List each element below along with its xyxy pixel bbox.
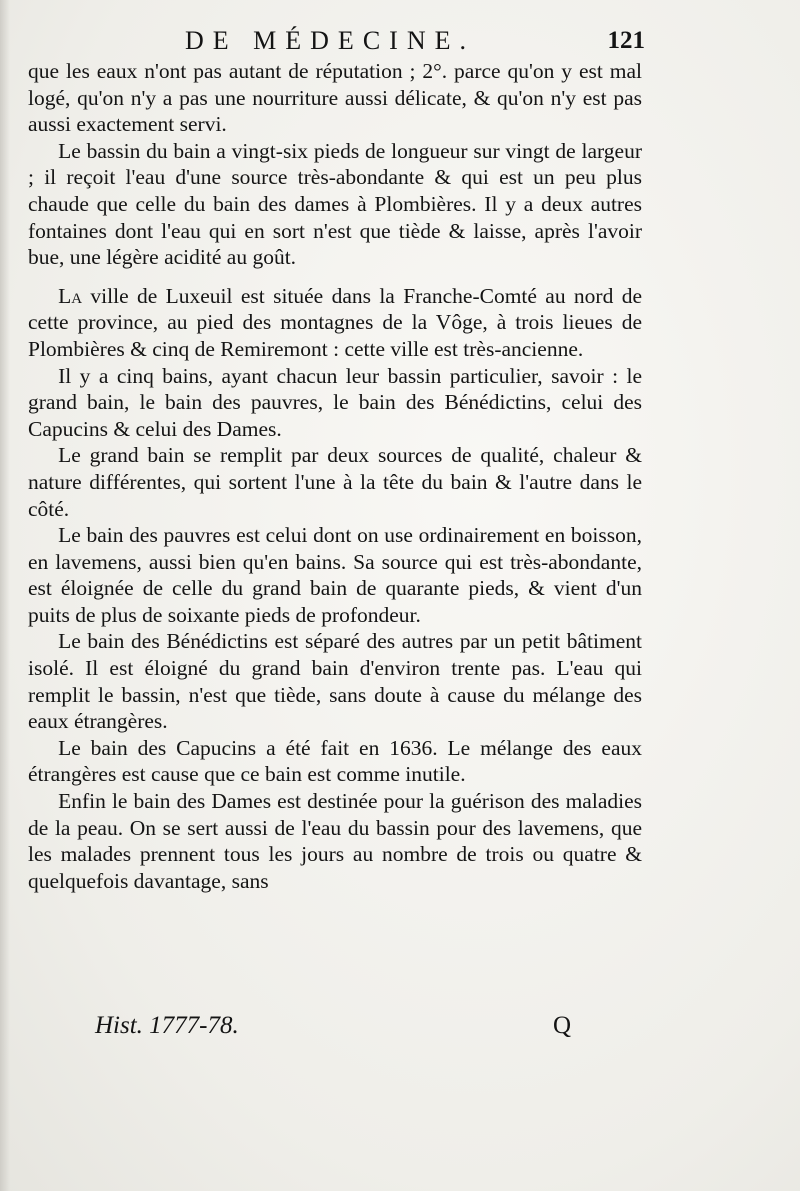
paragraph-basin-description: Le bassin du bain a vingt-six pieds de longueur sur vingt de largeur ; il reçoit l'eau d'une source très-abondante & qui est un peu plus chaude que celle du bain des dames à Plombières. Il y a deux autres fontaines dont l'eau qui en sort n'est que tiède & laisse, après l'avoir bue, une légère acidité au goût.	[28, 138, 642, 270]
signature-reference: Hist. 1777-78.	[95, 1012, 239, 1039]
paragraph-bain-capucins: Le bain des Capucins a été fait en 1636. Le mélange des eaux étrangères est cause que ce bain est comme inutile.	[28, 735, 642, 787]
paragraph-grand-bain: Le grand bain se remplit par deux sources de qualité, chaleur & nature différentes, qui sortent l'une à la tête du bain & l'autre dans le côté.	[28, 443, 642, 521]
paragraph-five-baths: Il y a cinq bains, ayant chacun leur bassin particulier, savoir : le grand bain, le bain des pauvres, le bain des Bénédictins, celui des Capucins & celui des Dames.	[28, 363, 642, 441]
paragraph-continuation: que les eaux n'ont pas autant de réputation ; 2°. parce qu'on y est mal logé, qu'on n'y a pas une nourriture aussi délicate, & qu'on n'y est pas aussi exactement servi.	[28, 59, 642, 137]
page-footer	[95, 1012, 595, 1048]
running-title: DE MÉDECINE.	[185, 26, 475, 55]
paragraph-bain-benedictins: Le bain des Bénédictins est séparé des autres par un petit bâtiment isolé. Il est éloigné du grand bain d'environ trente pas. L'eau qui remplit le bassin, n'est que tiède, sans doute à cause du mélange des eaux étrangères.	[28, 629, 642, 734]
page-gutter-shadow	[0, 0, 10, 1191]
page-number: 121	[607, 27, 645, 54]
signature-mark: Q	[553, 1012, 572, 1039]
body-text	[28, 58, 642, 894]
paragraph-bain-dames: Enfin le bain des Dames est destinée pour la guérison des maladies de la peau. On se sert aussi de l'eau du bassin pour des lavemens, que les malades prennent tous les jours au nombre de trois ou quatre & quelquefois davantage, sans	[28, 789, 642, 893]
paragraph-luxeuil-intro: La ville de Luxeuil est située dans la Franche-Comté au nord de cette province, au pied des montagnes de la Vôge, à trois lieues de Plombières & cinq de Remiremont : cette ville est très-ancienne.	[28, 283, 642, 361]
section-lead-word: La	[58, 283, 83, 308]
paragraph-bain-pauvres: Le bain des pauvres est celui dont on use ordinairement en boisson, en lavemens, aussi bien qu'en bains. Sa source qui est très-abondante, est éloignée de celle du grand bain de quarante pieds, & vient d'un puits de plus de soixante pieds de profondeur.	[28, 523, 642, 627]
page-header	[185, 26, 645, 60]
